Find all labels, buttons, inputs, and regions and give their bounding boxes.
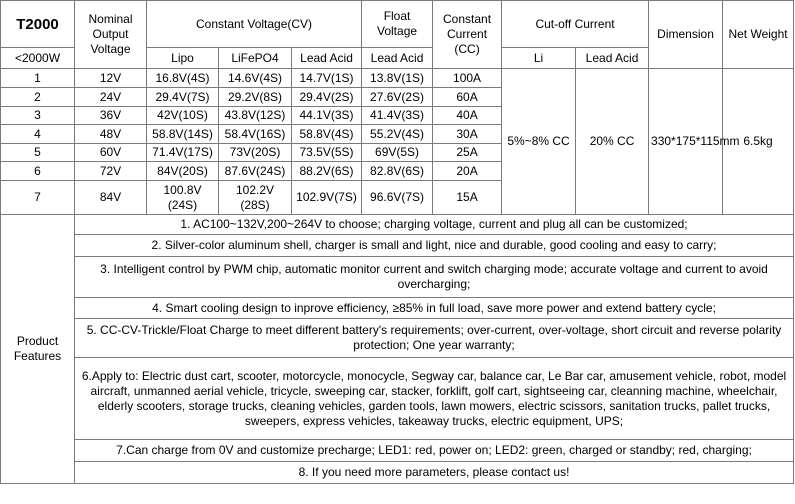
lifepo4-cell: 87.6V(24S) xyxy=(219,162,292,181)
nominal-voltage-cell: 24V xyxy=(75,88,147,107)
float-voltage-cell: 96.6V(7S) xyxy=(362,181,433,215)
feature-item-8: 8. If you need more parameters, please contact us! xyxy=(75,462,794,484)
constant-current-cell: 60A xyxy=(433,88,502,107)
float-voltage-cell: 13.8V(1S) xyxy=(362,69,433,88)
lead-acid-cell: 88.2V(6S) xyxy=(292,162,362,181)
lipo-header: Lipo xyxy=(147,48,219,69)
lipo-cell: 100.8V (24S) xyxy=(147,181,219,215)
lifepo4-cell: 73V(20S) xyxy=(219,144,292,162)
row-number: 5 xyxy=(1,144,75,162)
cutoff-lead-acid-cell: 20% CC xyxy=(576,69,649,215)
feature-row xyxy=(1,235,794,257)
row-number: 7 xyxy=(1,181,75,215)
header-row-1 xyxy=(1,1,794,48)
dimension-header: Dimension xyxy=(649,1,723,69)
float-lead-acid-header: Lead Acid xyxy=(362,48,433,69)
lipo-cell: 29.4V(7S) xyxy=(147,88,219,107)
li-header: Li xyxy=(502,48,576,69)
lead-acid-cell: 58.8V(4S) xyxy=(292,125,362,144)
float-voltage-header: Float Voltage xyxy=(362,1,433,48)
lead-acid-cell: 44.1V(3S) xyxy=(292,107,362,125)
constant-current-cell: 20A xyxy=(433,162,502,181)
feature-item-4: 4. Smart cooling design to inprove efficiency, ≥85% in full load, save more power and extend battery cycle; xyxy=(75,298,794,319)
lead-acid-cell: 102.9V(7S) xyxy=(292,181,362,215)
lead-acid-cell: 73.5V(5S) xyxy=(292,144,362,162)
cutoff-li-cell: 5%~8% CC xyxy=(502,69,576,215)
lifepo4-header: LiFePO4 xyxy=(219,48,292,69)
lifepo4-cell: 102.2V (28S) xyxy=(219,181,292,215)
feature-row xyxy=(1,215,794,235)
nominal-voltage-cell: 36V xyxy=(75,107,147,125)
feature-row xyxy=(1,298,794,319)
lead-acid-cell: 14.7V(1S) xyxy=(292,69,362,88)
constant-current-cell: 30A xyxy=(433,125,502,144)
float-voltage-cell: 82.8V(6S) xyxy=(362,162,433,181)
model-name: T2000 xyxy=(1,1,75,48)
feature-item-1: 1. AC100~132V,200~264V to choose; charging voltage, current and plug all can be customized; xyxy=(75,215,794,235)
lipo-cell: 42V(10S) xyxy=(147,107,219,125)
float-voltage-cell: 41.4V(3S) xyxy=(362,107,433,125)
feature-item-6: 6.Apply to: Electric dust cart, scooter, motorcycle, monocycle, Segway car, balance car, Le Bar car, amusement vehicle, robot, model aircraft, unmanned aerial vehicle, tricycle, sweeping car, stacker, forklift, golf cart, sightseeing car, cleanning machine, wheelchair, elderly scooters, storage trucks, cleaning vehicles, garden tools, lawn mowers, electric scissors, sanitation trucks, pallet trucks, sweepers, express vehicles, takeaway trucks, electric equipment, UPS; xyxy=(75,358,794,440)
lipo-cell: 58.8V(14S) xyxy=(147,125,219,144)
net-weight-cell: 6.5kg xyxy=(723,69,794,215)
constant-voltage-header: Constant Voltage(CV) xyxy=(147,1,362,48)
lipo-cell: 16.8V(4S) xyxy=(147,69,219,88)
lead-acid-header: Lead Acid xyxy=(292,48,362,69)
feature-row xyxy=(1,319,794,358)
nominal-output-voltage-header: Nominal Output Voltage xyxy=(75,1,147,69)
constant-current-cell: 40A xyxy=(433,107,502,125)
row-number: 1 xyxy=(1,69,75,88)
feature-item-3: 3. Intelligent control by PWM chip, automatic monitor current and switch charging mode; accurate voltage and current to avoid overcharging; xyxy=(75,257,794,298)
lipo-cell: 84V(20S) xyxy=(147,162,219,181)
float-voltage-cell: 55.2V(4S) xyxy=(362,125,433,144)
product-features-label: Product Features xyxy=(1,215,75,484)
table-row xyxy=(1,69,794,88)
constant-current-cell: 100A xyxy=(433,69,502,88)
constant-current-cell: 25A xyxy=(433,144,502,162)
row-number: 3 xyxy=(1,107,75,125)
lifepo4-cell: 43.8V(12S) xyxy=(219,107,292,125)
feature-item-2: 2. Silver-color aluminum shell, charger is small and light, nice and durable, good cooling and easy to carry; xyxy=(75,235,794,257)
lifepo4-cell: 58.4V(16S) xyxy=(219,125,292,144)
constant-current-cell: 15A xyxy=(433,181,502,215)
nominal-voltage-cell: 84V xyxy=(75,181,147,215)
feature-row xyxy=(1,358,794,440)
nominal-voltage-cell: 72V xyxy=(75,162,147,181)
float-voltage-cell: 69V(5S) xyxy=(362,144,433,162)
dimension-cell: 330*175*115mm xyxy=(649,69,723,215)
feature-row xyxy=(1,440,794,462)
float-voltage-cell: 27.6V(2S) xyxy=(362,88,433,107)
cutoff-current-header: Cut-off Current xyxy=(502,1,649,48)
nominal-voltage-cell: 48V xyxy=(75,125,147,144)
power-rating: <2000W xyxy=(1,48,75,69)
cutoff-lead-acid-header: Lead Acid xyxy=(576,48,649,69)
lead-acid-cell: 29.4V(2S) xyxy=(292,88,362,107)
constant-current-header: Constant Current (CC) xyxy=(433,1,502,69)
row-number: 4 xyxy=(1,125,75,144)
feature-item-7: 7.Can charge from 0V and customize precharge; LED1: red, power on; LED2: green, charged or standby; red, charging; xyxy=(75,440,794,462)
row-number: 6 xyxy=(1,162,75,181)
nominal-voltage-cell: 12V xyxy=(75,69,147,88)
net-weight-header: Net Weight xyxy=(723,1,794,69)
feature-item-5: 5. CC-CV-Trickle/Float Charge to meet different battery's requirements; over-current, over-voltage, short circuit and reverse polarity protection; One year warranty; xyxy=(75,319,794,358)
feature-row xyxy=(1,462,794,484)
nominal-voltage-cell: 60V xyxy=(75,144,147,162)
lifepo4-cell: 29.2V(8S) xyxy=(219,88,292,107)
lifepo4-cell: 14.6V(4S) xyxy=(219,69,292,88)
row-number: 2 xyxy=(1,88,75,107)
lipo-cell: 71.4V(17S) xyxy=(147,144,219,162)
feature-row xyxy=(1,257,794,298)
